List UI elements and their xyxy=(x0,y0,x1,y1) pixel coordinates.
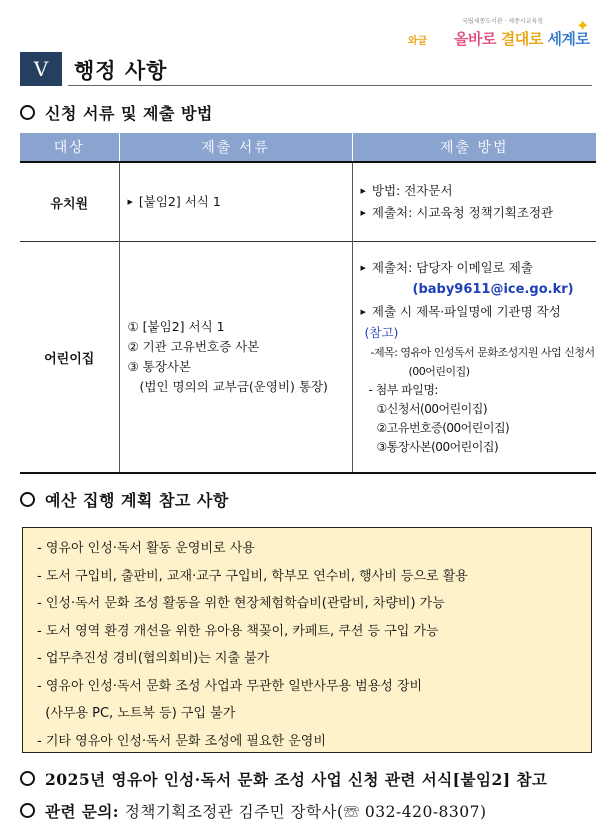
heading-form-reference: 2025년 영유아 인성·독서 문화 조성 사업 신청 관련 서식[붙임2] 참고 xyxy=(20,768,547,790)
attachment-item: ③통장사본(00어린이집) xyxy=(376,440,499,454)
section-divider xyxy=(68,85,592,86)
list-item: (법인 명의의 교부금(운영비) 통장) xyxy=(139,379,328,394)
target-kindergarten: 유치원 xyxy=(20,162,119,242)
table-row xyxy=(20,242,596,474)
table-header xyxy=(20,133,596,162)
contact-label: 관련 문의: xyxy=(45,802,120,821)
contact-email: (baby9611@ice.go.kr) xyxy=(412,282,574,297)
section-heading: 행정 사항 xyxy=(74,59,168,83)
list-item: ② 기관 고유번호증 사본 xyxy=(127,339,260,354)
list-item: ① [붙임2] 서식 1 xyxy=(127,319,225,334)
docs-cell xyxy=(119,162,352,242)
reference-label: (참고) xyxy=(364,325,399,340)
circle-bullet-icon xyxy=(20,771,35,786)
list-item: - 인성·독서 문화 조성 활동을 위한 현장체험학습비(관람비, 차량비) 가능 xyxy=(37,596,445,611)
circle-bullet-icon xyxy=(20,492,35,507)
section-number: Ⅴ xyxy=(20,52,62,86)
logo-subtitle: 국립세종도서관 · 세종시교육청 xyxy=(462,18,544,25)
logo-star-icon: ✦ xyxy=(576,16,590,35)
list-item: (사무용 PC, 노트북 등) 구입 불가 xyxy=(37,706,236,721)
circle-bullet-icon xyxy=(20,803,35,818)
list-item: ③ 통장사본 xyxy=(127,359,191,374)
list-item: - 기타 영유아 인성·독서 문화 조성에 필요한 운영비 xyxy=(37,733,326,749)
list-item: ▶ [붙임2] 서식 1 xyxy=(127,194,221,209)
section-title xyxy=(20,52,592,86)
triangle-bullet-icon: ▶ xyxy=(360,209,366,217)
header-docs: 제출 서류 xyxy=(119,133,352,162)
heading-budget: 예산 집행 계획 참고 사항 xyxy=(20,488,229,511)
docs-cell xyxy=(119,242,352,474)
list-item: ▶ 제출처: 시교육청 정책기획조정관 xyxy=(360,205,554,220)
circle-bullet-icon xyxy=(20,105,35,120)
triangle-bullet-icon: ▶ xyxy=(360,264,366,272)
contact-phone: (☏ 032-420-8307) xyxy=(336,803,487,821)
header-target: 대상 xyxy=(20,133,119,162)
list-item: - 영유아 인성·독서 활동 운영비로 사용 xyxy=(37,541,255,556)
list-item: - 영유아 인성·독서 문화 조성 사업과 무관한 일반사무용 범용성 장비 xyxy=(37,678,423,694)
logo-slogan: 올바로 결대로 세계로 xyxy=(454,30,590,48)
contact-person: 정책기획조정관 김주민 장학사 xyxy=(124,803,337,821)
subject-org: (00어린이집) xyxy=(408,365,470,378)
list-item: ▶ 제출 시 제목·파일명에 기관명 작성 xyxy=(360,304,561,319)
attachment-item: ②고유번호증(00어린이집) xyxy=(376,421,510,435)
target-daycare: 어린이집 xyxy=(20,242,119,474)
list-item: ▶ 제출처: 담당자 이메일로 제출 xyxy=(360,260,533,275)
table-row xyxy=(20,162,596,242)
heading-submission: 신청 서류 및 제출 방법 xyxy=(20,101,213,124)
method-cell xyxy=(352,242,596,474)
list-item: - 도서 영역 환경 개선을 위한 유아용 책꽂이, 카페트, 쿠션 등 구입 가능 xyxy=(37,623,439,639)
budget-notes-box xyxy=(22,527,592,753)
triangle-bullet-icon: ▶ xyxy=(127,198,133,206)
submission-table xyxy=(20,133,596,474)
triangle-bullet-icon: ▶ xyxy=(360,308,366,316)
list-item: - 업무추진성 경비(협의회비)는 지출 불가 xyxy=(37,651,270,666)
header-method: 제출 방법 xyxy=(352,133,596,162)
method-cell xyxy=(352,162,596,242)
edu-slogan-logo xyxy=(404,14,600,54)
subject-line: -제목: 영유아 인성독서 문화조성지원 사업 신청서 xyxy=(370,346,595,359)
attachment-item: ①신청서(00어린이집) xyxy=(376,402,488,416)
logo-mascot: 와글 xyxy=(408,36,428,47)
list-item: - 도서 구입비, 출판비, 교재·교구 구입비, 학부모 연수비, 행사비 등으로 활용 xyxy=(37,568,468,584)
contact-line xyxy=(20,800,487,822)
triangle-bullet-icon: ▶ xyxy=(360,187,366,195)
attach-title: - 첨부 파일명: xyxy=(368,383,438,397)
list-item: ▶ 방법: 전자문서 xyxy=(360,183,453,198)
